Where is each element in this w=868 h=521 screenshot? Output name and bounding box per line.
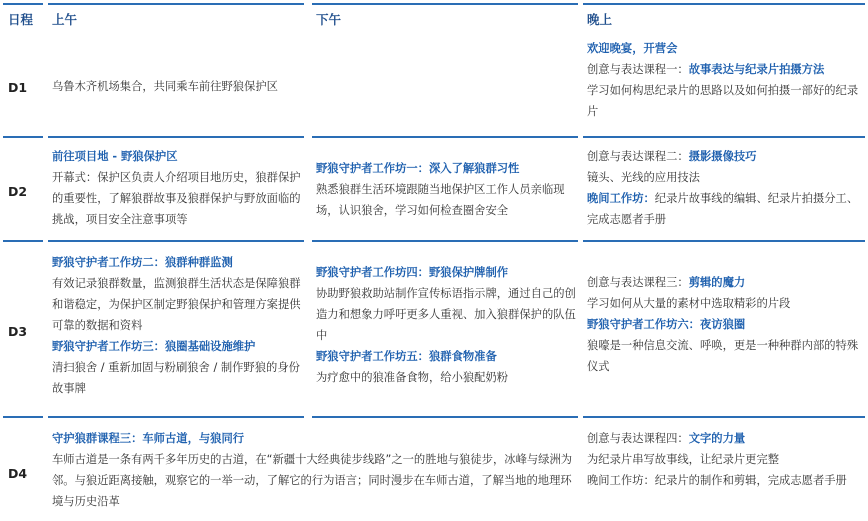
- evening-course-prefix: 创意与表达课程一：: [587, 63, 689, 76]
- morning-text: 乌鲁木齐机场集合，共同乘车前往野狼保护区: [52, 80, 278, 93]
- evening-course-prefix: 创意与表达课程四：: [587, 432, 689, 445]
- day-label: D2: [8, 184, 28, 199]
- morning-title: 守护狼群课程三：车师古道，与狼同行: [52, 432, 245, 445]
- afternoon-cell: [316, 158, 578, 221]
- evening-description: 学习如何构思纪录片的思路以及如何拍摄一部好的纪录片: [587, 84, 859, 118]
- table-row-d4: [0, 422, 868, 521]
- evening-workshop-description: 狼嚎是一种信息交流、呼唤，更是一种种群内部的特殊仪式: [587, 339, 859, 373]
- header-afternoon: 下午: [316, 12, 342, 27]
- evening-course-title: 故事表达与纪录片拍摄方法: [688, 63, 825, 76]
- evening-course-title: 文字的力量: [688, 432, 746, 445]
- morning-description: 车师古道是一条有两千多年历史的古道，在“新疆十大经典徒步线路”之一的胜地与狼徒步，冰峰与绿洲为邻。与狼近距离接触，观察它的一举一动，了解它的行为语言；同时漫步在车师古道，了解当地的地理环境与历史沿革: [52, 453, 573, 508]
- evening-cell: [587, 38, 863, 122]
- evening-course-prefix: 创意与表达课程三：: [587, 276, 689, 289]
- morning-title: 前往项目地 - 野狼保护区: [52, 150, 178, 163]
- header-morning: 上午: [52, 12, 78, 27]
- evening-description: 学习如何从大量的素材中选取精彩的片段: [587, 297, 791, 310]
- afternoon-title-2: 野狼守护者工作坊五：狼群食物准备: [316, 350, 497, 363]
- afternoon-description: 协助野狼救助站制作宣传标语指示牌，通过自己的创造力和想象力呼吁更多人重视、加入狼群保护的队伍中: [316, 287, 576, 342]
- evening-description: 镜头、光线的应用技法: [587, 171, 700, 184]
- header-day: 日程: [8, 12, 34, 27]
- evening-course-title: 摄影摄像技巧: [688, 150, 757, 163]
- afternoon-title: 野狼守护者工作坊一：深入了解狼群习性: [316, 162, 520, 175]
- evening-workshop-text: 纪录片故事线的编辑、纪录片拍摄分工、完成志愿者手册: [587, 192, 859, 226]
- afternoon-cell: [316, 262, 578, 388]
- afternoon-description-2: 为疗愈中的狼准备食物，给小狼配奶粉: [316, 371, 509, 384]
- evening-workshop-title: 野狼守护者工作坊六：夜访狼圈: [587, 318, 746, 331]
- table-row-d3: [0, 244, 868, 420]
- table-header-row: [0, 0, 868, 34]
- evening-course-title: 剪辑的魔力: [688, 276, 746, 289]
- evening-cell: [587, 272, 863, 377]
- day-label: D4: [8, 466, 28, 481]
- morning-description: 有效记录狼群数量，监测狼群生活状态是保障狼群和谐稳定，为保护区制定野狼保护和管理方案提供可靠的数据和资料: [52, 277, 301, 332]
- evening-cell: [587, 428, 863, 491]
- day-label: D3: [8, 324, 28, 339]
- evening-course-prefix: 创意与表达课程二：: [587, 150, 689, 163]
- day-label: D1: [8, 80, 28, 95]
- morning-title-2: 野狼守护者工作坊三：狼圈基础设施维护: [52, 340, 256, 353]
- evening-cell: [587, 146, 863, 230]
- morning-description: 开幕式：保护区负责人介绍项目地历史，狼群保护的重要性，了解狼群故事及狼群保护与野放面临的挑战，项目安全注意事项等: [52, 171, 301, 226]
- evening-description: 为纪录片串写故事线，让纪录片更完整: [587, 453, 780, 466]
- evening-workshop-text: 晚间工作坊：纪录片的制作和剪辑，完成志愿者手册: [587, 474, 847, 487]
- header-evening: 晚上: [587, 12, 613, 27]
- morning-cell: [52, 428, 576, 512]
- morning-description-2: 清扫狼舍 / 重新加固与粉刷狼舍 / 制作野狼的身份故事牌: [52, 361, 300, 395]
- morning-cell: [52, 76, 352, 97]
- evening-workshop-prefix: 晚间工作坊：: [587, 192, 655, 205]
- morning-title: 野狼守护者工作坊二：狼群种群监测: [52, 256, 233, 269]
- table-row-d2: [0, 140, 868, 242]
- morning-cell: [52, 146, 304, 230]
- evening-title: 欢迎晚宴，开营会: [587, 42, 678, 55]
- morning-cell: [52, 252, 304, 399]
- table-row-d1: [0, 36, 868, 138]
- afternoon-description: 熟悉狼群生活环境跟随当地保护区工作人员亲临现场，认识狼舍，学习如何检查圈舍安全: [316, 183, 565, 217]
- afternoon-title: 野狼守护者工作坊四：野狼保护牌制作: [316, 266, 509, 279]
